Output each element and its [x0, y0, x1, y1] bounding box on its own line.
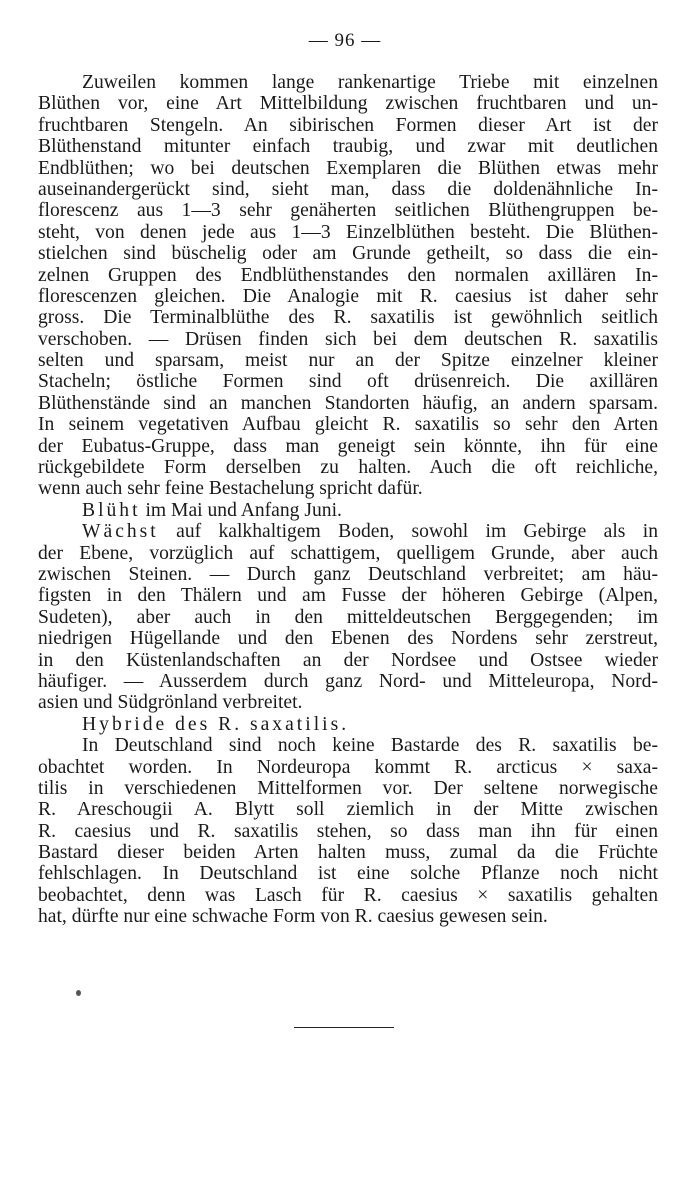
text-line: selten und sparsam, meist nur an der Spitze einzelner kleiner — [38, 350, 658, 372]
text-line: stielchen sind büschelig oder am Grunde getheilt, so dass die ein- — [38, 243, 658, 265]
text-line: häufiger. — Ausserdem durch ganz Nord- und Mitteleuropa, Nord- — [38, 670, 658, 692]
text-line: wenn auch sehr feine Bestachelung spricht dafür. — [38, 478, 423, 500]
text-line: tilis in verschiedenen Mittelformen vor. Der seltene norwegische — [38, 777, 658, 799]
text-run: im Mai und Anfang Juni. — [140, 499, 342, 521]
text-line: zelnen Gruppen des Endblüthenstandes den normalen axillären In- — [38, 264, 658, 286]
section-keyword: Blüht — [82, 499, 141, 521]
text-line: In seinem vegetativen Aufbau gleicht R. saxatilis so sehr den Arten — [38, 414, 658, 436]
text-line: niedrigen Hügellande und den Ebenen des Nordens sehr zerstreut, — [38, 628, 658, 650]
text-line: florescenzen gleichen. Die Analogie mit R. caesius ist daher sehr — [38, 285, 658, 307]
section-keyword: Hybride des R. saxatilis. — [82, 713, 350, 735]
text-line: In Deutschland sind noch keine Bastarde des R. saxatilis be- — [82, 735, 658, 757]
text-line: obachtet worden. In Nordeuropa kommt R. arcticus × saxa- — [38, 756, 658, 778]
text-line: rückgebildete Form derselben zu halten. Auch die oft reichliche, — [38, 457, 658, 479]
text-line: Bastard dieser beiden Arten halten muss, zumal da die Früchte — [38, 842, 658, 864]
text-line: Zuweilen kommen lange rankenartige Triebe mit einzelnen — [82, 72, 658, 93]
section-keyword: Wächst — [82, 521, 159, 543]
text-line: Blüthen vor, eine Art Mittelbildung zwischen fruchtbaren und un- — [38, 93, 658, 115]
text-line: florescenz aus 1—3 sehr genäherten seitlichen Blüthengruppen be- — [38, 200, 658, 222]
text-line: Stacheln; östliche Formen sind oft drüsenreich. Die axillären — [38, 371, 658, 393]
text-run: auf kalkhaltigem Boden, sowohl im Gebirge als in — [158, 521, 658, 543]
text-line: asien und Südgrönland verbreitet. — [38, 692, 303, 714]
text-line: Blüthenstand mitunter einfach traubig, und zwar mit deutlichen — [38, 136, 658, 158]
end-rule — [294, 1027, 394, 1028]
text-line: R. Areschougii A. Blytt soll ziemlich in der Mitte zwischen — [38, 799, 658, 821]
text-line: Endblüthen; wo bei deutschen Exemplaren die Blüthen etwas mehr — [38, 157, 658, 179]
text-line: steht, von denen jede aus 1—3 Einzelblüthen besteht. Die Blüthen- — [38, 221, 658, 243]
text-line: auseinandergerückt sind, sieht man, dass die doldenähnliche In- — [38, 178, 658, 200]
ink-speck — [76, 990, 81, 996]
text-line — [38, 714, 658, 735]
text-line: R. caesius und R. saxatilis stehen, so dass man ihn für einen — [38, 820, 658, 842]
text-line: fehlschlagen. In Deutschland ist eine solche Pflanze noch nicht — [38, 863, 658, 885]
page-number: — 96 — — [308, 30, 382, 51]
text-line: Sudeten), aber auch in den mitteldeutschen Berggegenden; im — [38, 606, 658, 628]
text-line: fruchtbaren Stengeln. An sibirischen Formen dieser Art ist der — [38, 114, 658, 136]
text-line: hat, dürfte nur eine schwache Form von R. caesius gewesen sein. — [38, 906, 548, 928]
text-line: figsten in den Thälern und am Fusse der höheren Gebirge (Alpen, — [38, 585, 658, 607]
text-line: zwischen Steinen. — Durch ganz Deutschland verbreitet; am häu- — [38, 563, 658, 585]
text-line: der Ebene, vorzüglich auf schattigem, quelligem Grunde, aber auch — [38, 542, 658, 564]
text-line: gross. Die Terminalblüthe des R. saxatilis ist gewöhnlich seitlich — [38, 307, 658, 329]
text-line: der Eubatus-Gruppe, dass man geneigt sein könnte, ihn für eine — [38, 435, 658, 457]
text-line: verschoben. — Drüsen finden sich bei dem deutschen R. saxatilis — [38, 328, 658, 350]
text-line: Blüthenstände sind an manchen Standorten häufig, an andern sparsam. — [38, 392, 658, 414]
text-line: beobachtet, denn was Lasch für R. caesius × saxatilis gehalten — [38, 884, 658, 906]
body-text — [38, 72, 658, 928]
text-line — [38, 521, 658, 542]
text-line — [38, 500, 658, 521]
text-line: in den Küstenlandschaften an der Nordsee und Ostsee wieder — [38, 649, 658, 671]
